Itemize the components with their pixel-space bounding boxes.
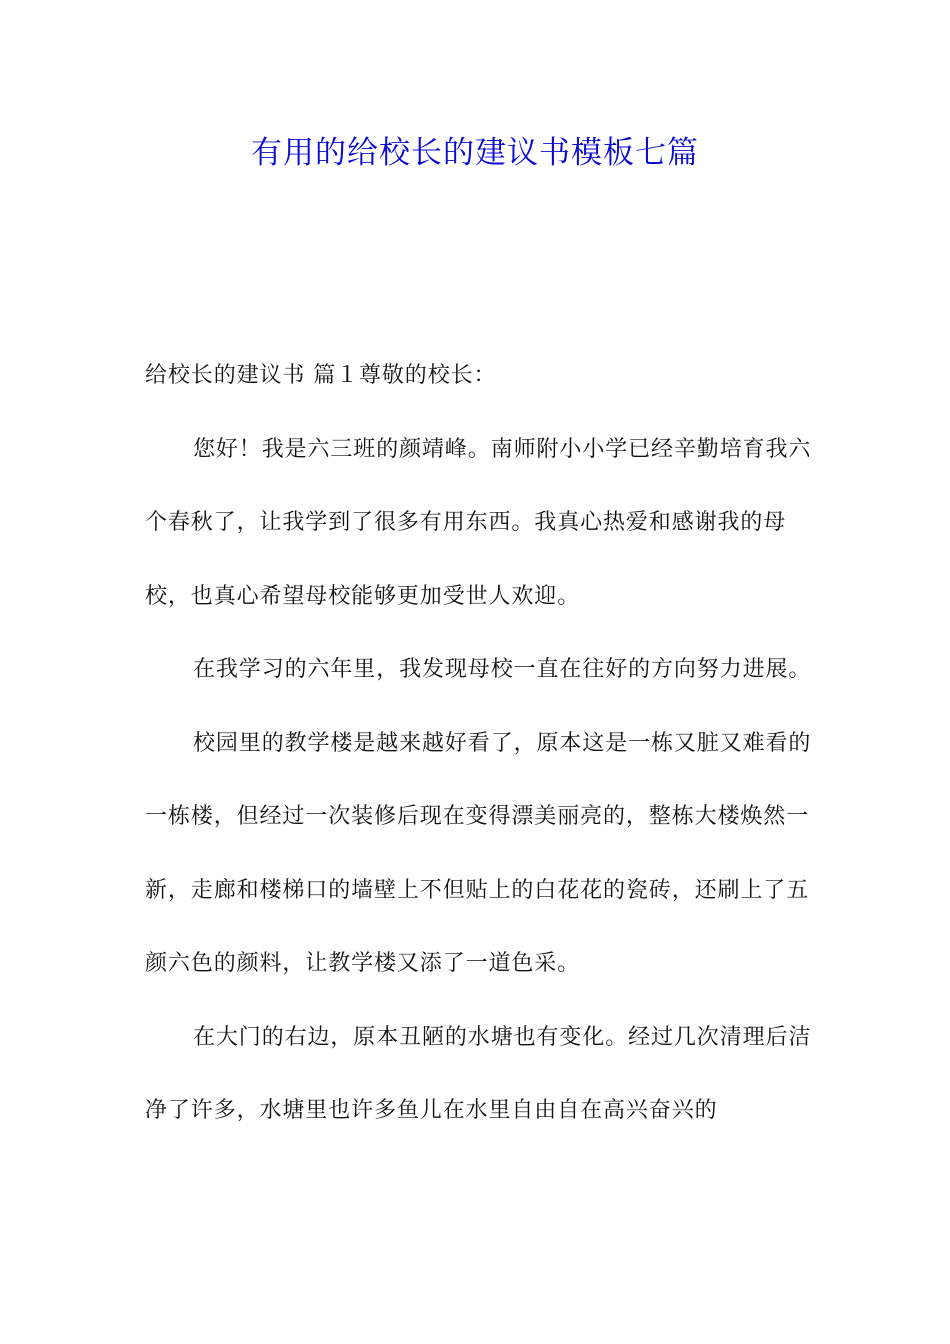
document-title: 有用的给校长的建议书模板七篇	[251, 135, 699, 171]
paragraph-greeting: 给校长的建议书 篇１尊敬的校长：	[145, 363, 497, 388]
paragraph-progress: 在我学习的六年里，我发现母校一直在往好的方向努力进展。	[193, 657, 812, 682]
paragraph-introduction: 您好！我是六三班的颜靖峰。南师附小小学已经辛勤培育我六个春秋了，让我学到了很多有用东西。我真心热爱和感谢我的母校，也真心希望母校能够更加受世人欢迎。	[145, 436, 812, 609]
document-body	[145, 339, 825, 1148]
paragraph-teaching-building: 校园里的教学楼是越来越好看了，原本这是一栋又脏又难看的一栋楼，但经过一次装修后现在变得漂美丽亮的，整栋大楼焕然一新，走廊和楼梯口的墙壁上不但贴上的白花花的瓷砖，还刷上了五颜六色的颜料，让教学楼又添了一道色采。	[145, 730, 812, 976]
paragraph-pond: 在大门的右边，原本丑陋的水塘也有变化。经过几次清理后洁净了许多，水塘里也许多鱼儿在水里自由自在高兴奋兴的	[145, 1024, 812, 1123]
